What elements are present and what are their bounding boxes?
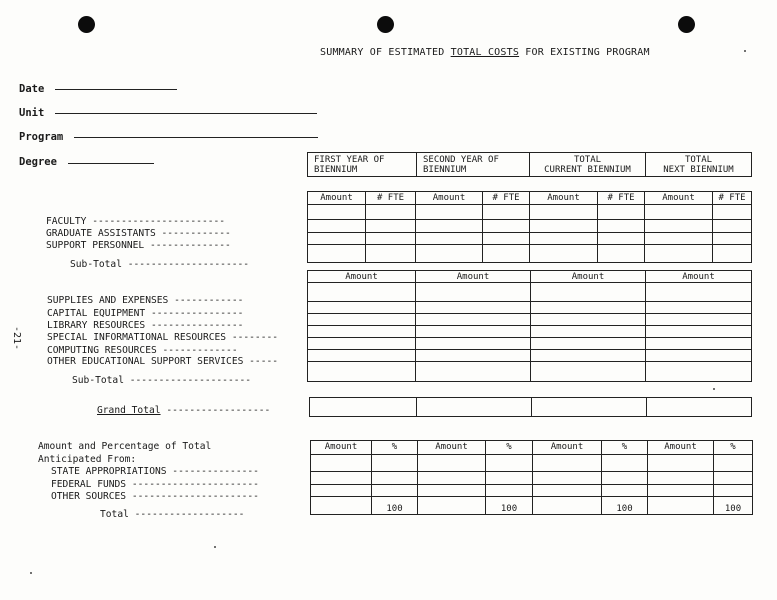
page-number: -21-	[11, 326, 22, 351]
table-cell[interactable]	[646, 283, 752, 302]
table-cell[interactable]	[645, 232, 713, 245]
grand-total-text: Grand Total	[97, 405, 161, 416]
table-cell[interactable]	[416, 314, 531, 326]
table-row	[308, 314, 752, 326]
unit-label: Unit	[19, 107, 45, 119]
table-cell[interactable]	[372, 454, 418, 472]
header-total-current	[530, 153, 646, 177]
header-total-current-line1: TOTAL	[573, 154, 602, 165]
date-field[interactable]	[55, 89, 177, 90]
header-total-next-line2: NEXT BIENNIUM	[663, 164, 734, 175]
table-cell[interactable]	[418, 454, 486, 472]
table-row	[308, 302, 752, 314]
table-cell[interactable]	[486, 484, 533, 497]
header-first-year	[308, 153, 417, 177]
personnel-subheader: # FTE	[713, 192, 752, 205]
row-label-other-sources: OTHER SOURCES ----------------------	[51, 491, 259, 502]
table-cell[interactable]	[416, 220, 483, 233]
table-cell[interactable]	[530, 245, 598, 263]
table-cell[interactable]	[308, 204, 366, 220]
table-cell[interactable]	[416, 350, 531, 362]
table-cell[interactable]	[598, 220, 645, 233]
table-cell[interactable]	[366, 232, 416, 245]
personnel-table	[307, 191, 752, 263]
table-row	[308, 245, 752, 263]
row-label-state-appropriations: STATE APPROPRIATIONS ---------------	[51, 466, 259, 477]
row-label-capital-equipment: CAPITAL EQUIPMENT ----------------	[47, 308, 244, 319]
degree-label: Degree	[19, 156, 57, 168]
row-label-personnel-subtotal: Sub-Total ---------------------	[70, 259, 250, 270]
table-cell[interactable]	[308, 338, 416, 350]
table-cell[interactable]	[483, 232, 530, 245]
form-title-post: FOR EXISTING PROGRAM	[519, 47, 650, 58]
header-total-next	[646, 153, 752, 177]
scan-speck	[744, 50, 746, 52]
grand-total-dashes: ------------------	[160, 405, 271, 416]
expense-subheader: Amount	[646, 271, 752, 283]
grand-total-label	[97, 405, 270, 416]
table-cell[interactable]	[416, 283, 531, 302]
funding-subheader: %	[486, 441, 533, 455]
row-label-support-personnel: SUPPORT PERSONNEL --------------	[46, 240, 231, 251]
table-cell[interactable]	[530, 232, 598, 245]
form-title-underlined: TOTAL COSTS	[450, 47, 520, 58]
table-cell[interactable]	[308, 302, 416, 314]
table-cell[interactable]	[416, 245, 483, 263]
table-row	[308, 350, 752, 362]
table-cell[interactable]	[416, 302, 531, 314]
row-label-federal-funds: FEDERAL FUNDS ----------------------	[51, 479, 259, 490]
funding-subheader: %	[372, 441, 418, 455]
percent-total-cell: 100	[714, 497, 753, 515]
table-cell[interactable]	[372, 484, 418, 497]
table-cell[interactable]	[366, 204, 416, 220]
table-row	[311, 484, 753, 497]
table-cell[interactable]	[648, 454, 714, 472]
table-cell[interactable]	[416, 362, 531, 382]
table-cell[interactable]	[533, 472, 602, 485]
form-title	[320, 47, 650, 58]
scan-speck	[214, 546, 216, 548]
column-header-table	[307, 152, 752, 177]
table-cell[interactable]	[646, 350, 752, 362]
table-cell[interactable]	[645, 220, 713, 233]
personnel-subheader: # FTE	[366, 192, 416, 205]
table-cell[interactable]	[531, 314, 646, 326]
table-cell[interactable]	[366, 245, 416, 263]
table-cell[interactable]	[646, 326, 752, 338]
table-row	[308, 232, 752, 245]
expense-subheader: Amount	[416, 271, 531, 283]
expense-subheader: Amount	[531, 271, 646, 283]
table-cell[interactable]	[416, 204, 483, 220]
table-row	[308, 204, 752, 220]
table-cell[interactable]	[532, 398, 647, 417]
table-cell[interactable]	[713, 245, 752, 263]
header-second-year	[417, 153, 530, 177]
table-cell[interactable]	[311, 497, 372, 515]
table-cell[interactable]	[533, 454, 602, 472]
funding-subheader: %	[602, 441, 648, 455]
table-cell[interactable]	[418, 472, 486, 485]
row-label-other-educational: OTHER EDUCATIONAL SUPPORT SERVICES -----	[47, 356, 279, 367]
table-cell[interactable]	[531, 362, 646, 382]
table-cell[interactable]	[648, 497, 714, 515]
table-cell[interactable]	[372, 472, 418, 485]
table-cell[interactable]	[713, 232, 752, 245]
table-row	[311, 497, 753, 515]
table-cell[interactable]	[418, 484, 486, 497]
funding-subheader: Amount	[418, 441, 486, 455]
table-cell[interactable]	[646, 314, 752, 326]
table-cell[interactable]	[311, 472, 372, 485]
personnel-subheader: Amount	[645, 192, 713, 205]
table-cell[interactable]	[713, 204, 752, 220]
expense-table	[307, 270, 752, 382]
header-second-year-line1: SECOND YEAR OF	[423, 154, 499, 165]
table-cell[interactable]	[602, 484, 648, 497]
table-cell[interactable]	[530, 204, 598, 220]
binder-hole-left	[78, 16, 95, 33]
table-cell[interactable]	[366, 220, 416, 233]
table-cell[interactable]	[714, 484, 753, 497]
unit-field[interactable]	[55, 113, 317, 114]
binder-hole-center	[377, 16, 394, 33]
table-cell[interactable]	[531, 283, 646, 302]
personnel-subheader: # FTE	[598, 192, 645, 205]
header-total-current-line2: CURRENT BIENNIUM	[544, 164, 631, 175]
table-cell[interactable]	[602, 472, 648, 485]
funding-subheader: Amount	[533, 441, 602, 455]
table-row	[311, 472, 753, 485]
row-label-special-informational: SPECIAL INFORMATIONAL RESOURCES --------	[47, 332, 279, 343]
table-cell[interactable]	[416, 338, 531, 350]
table-cell[interactable]	[308, 245, 366, 263]
table-cell[interactable]	[602, 454, 648, 472]
table-cell[interactable]	[645, 204, 713, 220]
table-row	[308, 283, 752, 302]
table-cell[interactable]	[483, 245, 530, 263]
funding-heading-line2: Anticipated From:	[38, 454, 137, 465]
table-cell[interactable]	[486, 472, 533, 485]
row-label-faculty: FACULTY -----------------------	[46, 216, 226, 227]
table-cell[interactable]	[416, 326, 531, 338]
table-cell[interactable]	[531, 350, 646, 362]
funding-subheader: Amount	[648, 441, 714, 455]
table-cell[interactable]	[308, 350, 416, 362]
scan-speck	[30, 572, 32, 574]
percent-total-cell: 100	[602, 497, 648, 515]
table-row	[311, 454, 753, 472]
table-cell[interactable]	[311, 484, 372, 497]
program-label: Program	[19, 131, 64, 143]
table-row	[308, 326, 752, 338]
table-cell[interactable]	[308, 283, 416, 302]
table-cell[interactable]	[417, 398, 532, 417]
table-cell[interactable]	[646, 302, 752, 314]
funding-heading-line1: Amount and Percentage of Total	[38, 441, 212, 452]
table-cell[interactable]	[713, 220, 752, 233]
form-title-pre: SUMMARY OF ESTIMATED	[320, 47, 451, 58]
table-cell[interactable]	[531, 338, 646, 350]
grand-total-table	[309, 397, 752, 417]
table-cell[interactable]	[714, 472, 753, 485]
row-label-funding-total: Total -------------------	[100, 509, 245, 520]
table-cell[interactable]	[645, 245, 713, 263]
personnel-subheader: Amount	[308, 192, 366, 205]
table-cell[interactable]	[483, 204, 530, 220]
percent-total-cell: 100	[372, 497, 418, 515]
table-cell[interactable]	[714, 454, 753, 472]
table-cell[interactable]	[531, 326, 646, 338]
row-label-graduate-assistants: GRADUATE ASSISTANTS ------------	[46, 228, 231, 239]
row-label-expense-subtotal: Sub-Total ---------------------	[72, 375, 252, 386]
header-total-next-line1: TOTAL	[684, 154, 713, 165]
table-cell[interactable]	[308, 232, 366, 245]
table-cell[interactable]	[530, 220, 598, 233]
table-cell[interactable]	[308, 314, 416, 326]
table-cell[interactable]	[646, 362, 752, 382]
personnel-subheader: Amount	[530, 192, 598, 205]
table-cell[interactable]	[486, 454, 533, 472]
degree-field[interactable]	[68, 163, 154, 164]
table-cell[interactable]	[598, 245, 645, 263]
personnel-subheader: # FTE	[483, 192, 530, 205]
table-cell[interactable]	[310, 398, 417, 417]
table-cell[interactable]	[483, 220, 530, 233]
table-cell[interactable]	[598, 232, 645, 245]
table-cell[interactable]	[647, 398, 752, 417]
table-cell[interactable]	[646, 338, 752, 350]
binder-hole-right	[678, 16, 695, 33]
table-cell[interactable]	[311, 454, 372, 472]
header-second-year-line2: BIENNIUM	[423, 164, 467, 175]
header-first-year-line2: BIENNIUM	[314, 164, 358, 175]
table-cell[interactable]	[416, 232, 483, 245]
table-cell[interactable]	[531, 302, 646, 314]
table-row	[308, 220, 752, 233]
table-cell[interactable]	[533, 497, 602, 515]
table-row	[310, 398, 752, 417]
percent-total-cell: 100	[486, 497, 533, 515]
funding-subheader: Amount	[311, 441, 372, 455]
funding-table	[310, 440, 753, 515]
table-row	[308, 362, 752, 382]
row-label-supplies: SUPPLIES AND EXPENSES ------------	[47, 295, 244, 306]
scan-speck	[713, 388, 715, 390]
table-cell[interactable]	[418, 497, 486, 515]
table-cell[interactable]	[648, 484, 714, 497]
program-field[interactable]	[74, 137, 318, 138]
table-cell[interactable]	[308, 326, 416, 338]
table-cell[interactable]	[648, 472, 714, 485]
table-cell[interactable]	[308, 220, 366, 233]
table-row	[308, 338, 752, 350]
table-cell[interactable]	[598, 204, 645, 220]
funding-subheader: %	[714, 441, 753, 455]
date-label: Date	[19, 83, 45, 95]
expense-subheader: Amount	[308, 271, 416, 283]
table-cell[interactable]	[308, 362, 416, 382]
row-label-library-resources: LIBRARY RESOURCES ----------------	[47, 320, 244, 331]
table-cell[interactable]	[533, 484, 602, 497]
header-first-year-line1: FIRST YEAR OF	[314, 154, 385, 165]
personnel-subheader: Amount	[416, 192, 483, 205]
row-label-computing-resources: COMPUTING RESOURCES -------------	[47, 345, 238, 356]
